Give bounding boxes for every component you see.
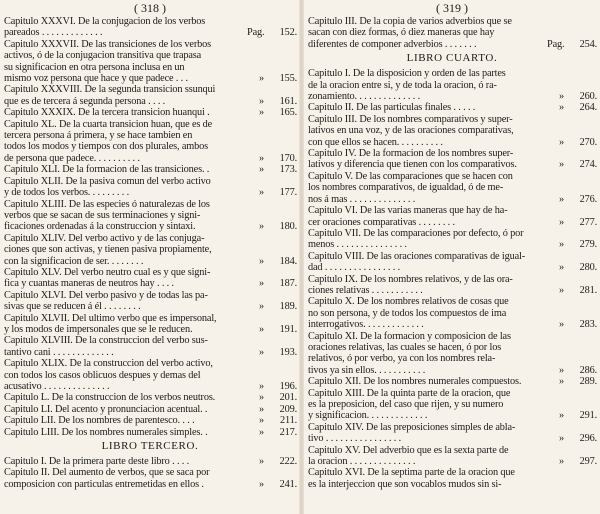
entry-text: Capitulo VI. De las varias maneras que hay de ha- cer oraciones comparativas . . . . . . . . xyxy=(308,205,508,228)
page-ref: 189. xyxy=(279,301,297,313)
page-marker: » xyxy=(259,415,264,427)
entry-text: Capitulo L. De la construccion de los verbos neutros. xyxy=(4,392,216,404)
toc-list xyxy=(0,455,300,490)
page-ref: 152. xyxy=(279,27,297,39)
page-marker: » xyxy=(559,376,564,388)
toc-entry xyxy=(4,16,297,39)
page-ref: 170. xyxy=(279,152,297,164)
entry-text: Capitulo XVI. De la septima parte de la oracion que es la interjeccion que son vocablos mudos sin si- xyxy=(308,467,515,490)
page-marker: Pag. xyxy=(247,27,265,39)
toc-entry xyxy=(4,267,297,290)
page-ref: 280. xyxy=(579,262,597,274)
page-ref: 196. xyxy=(279,381,297,392)
entry-text: Capitulo XLIII. De las especies ó naturalezas de los verbos que se sacan de sus terminaciones y signi- ficaciones ordenadas á la construccion y sintaxi. xyxy=(4,198,210,233)
page-marker: » xyxy=(259,301,264,313)
page-ref: 165. xyxy=(279,107,297,119)
toc-entry xyxy=(4,84,297,107)
toc-list xyxy=(304,67,600,490)
page-marker: » xyxy=(559,193,564,205)
page-marker: » xyxy=(259,392,264,404)
toc-entry xyxy=(308,228,597,251)
toc-entry xyxy=(4,164,297,175)
page-marker: » xyxy=(259,456,264,468)
entry-text: Capitulo XLII. De la pasiva comun del verbo activo y de todos los verbos. . . . . . . . . xyxy=(4,175,211,199)
toc-entry xyxy=(4,392,297,403)
toc-entry xyxy=(4,404,297,415)
page-ref: 254. xyxy=(579,38,597,50)
page-ref: 180. xyxy=(279,221,297,233)
entry-text: Capitulo XLIX. De la construccion del verbo activo, con todos los casos oblicuos despues y demas del acusativo . . . . . . . . . . . . . . xyxy=(4,358,213,392)
page-ref: 279. xyxy=(579,239,597,251)
page-ref: 173. xyxy=(279,164,297,176)
toc-list xyxy=(0,15,300,438)
page-ref: 276. xyxy=(579,193,597,205)
entry-text: Capitulo XLI. De la formacion de las transiciones. . xyxy=(4,164,210,176)
page-marker: » xyxy=(559,364,564,376)
page-ref: 281. xyxy=(579,284,597,296)
toc-entry xyxy=(308,422,597,445)
entry-text: Capitulo II. Del aumento de verbos, que se saca por composicion con particulas entremetidas en ellos . xyxy=(4,467,210,490)
page-ref: 177. xyxy=(279,187,297,199)
entry-text: Capitulo XLVII. Del ultimo verbo que es impersonal, y los modos de impersonales que se le reducen. xyxy=(4,312,217,335)
page-ref: 211. xyxy=(279,415,297,427)
page-ref: 264. xyxy=(579,102,597,114)
entry-text: Capitulo XLVI. Del verbo pasivo y de todas las pa- sivas que se reducen á él . . . . . . . . xyxy=(4,289,208,313)
page-marker: » xyxy=(559,456,564,468)
page-ref: 296. xyxy=(579,433,597,445)
entry-text: Capitulo V. De las comparaciones que se hacen con los nombres comparativos, de igualdad, ó de me- nos á mas . . . . . . . . . . . . . . xyxy=(308,170,513,205)
page-marker: » xyxy=(259,73,264,85)
toc-entry xyxy=(4,39,297,85)
page-marker: » xyxy=(559,319,564,331)
entry-text: Capitulo VII. De las comparaciones por defecto, ó por menos . . . . . . . . . . . . . . . xyxy=(308,227,524,251)
page-ref: 201. xyxy=(279,392,297,404)
entry-text: Capitulo III. De la copia de varios adverbios que se sacan con diez formas, ó diez maneras que hay diferentes de componer adverbios . . . . . . . xyxy=(308,16,512,50)
toc-entry xyxy=(308,16,597,50)
toc-entry xyxy=(308,251,597,274)
page-marker: » xyxy=(559,91,564,103)
toc-entry xyxy=(4,233,297,267)
page-marker: » xyxy=(259,95,264,107)
toc-entry xyxy=(4,358,297,392)
page-ref: 297. xyxy=(579,456,597,468)
page-marker: » xyxy=(559,410,564,422)
page-marker: » xyxy=(259,346,264,358)
entry-text: Capitulo XXXVIII. De la segunda transicion ssunqui que es de tercera á segunda persona . . . . xyxy=(4,84,216,107)
entry-text: Capitulo XI. De la formacion y composicion de las oraciones relativas, las cuales se hacen, ó por los relativos, ó por verbo, ya con los nombres rela- tivos ya sin ellos. . . . . . . . . . . xyxy=(308,330,511,376)
page-ref: 217. xyxy=(279,426,297,438)
page-marker: » xyxy=(259,403,264,415)
toc-entry xyxy=(4,467,297,490)
page-number: ( 318 ) xyxy=(134,1,166,15)
entry-text: Capitulo X. De los nombres relativos de cosas que no son persona, y de todos los compuestos de ima interrogativos. . . . . . . . . . . . . xyxy=(308,296,509,331)
toc-entry xyxy=(4,119,297,165)
toc-entry xyxy=(308,388,597,422)
page-ref: 193. xyxy=(279,346,297,358)
page-marker: Pag. xyxy=(547,38,565,50)
page-marker: » xyxy=(559,159,564,171)
page-marker: » xyxy=(559,284,564,296)
toc-entry xyxy=(308,114,597,148)
entry-text: Capitulo XXXVI. De la conjugacion de los verbos pareados . . . . . . . . . . . . . xyxy=(4,16,206,39)
entry-text: Capitulo I. De la primera parte deste libro . . . . xyxy=(4,456,190,468)
toc-entry xyxy=(308,205,597,228)
page-marker: » xyxy=(259,152,264,164)
entry-text: Capitulo IX. De los nombres relativos, y de las ora- ciones relativas . . . . . . . . . . . xyxy=(308,273,513,296)
entry-text: Capitulo III. De los nombres comparativos y super- lativos en una voz, y de las oraciones comparativas, con que ellos se hacen. . . . . . . . . . xyxy=(308,113,514,148)
entry-text: Capitulo XII. De los nombres numerales compuestos. xyxy=(308,376,522,388)
page-ref: 286. xyxy=(579,364,597,376)
page-ref: 289. xyxy=(579,376,597,388)
page-ref: 277. xyxy=(579,216,597,228)
entry-text: Capitulo IV. De la formacion de los nombres super- lativos y diferencia que tienen con los comparativos. xyxy=(308,148,517,171)
page-marker: » xyxy=(259,478,264,490)
page-marker: » xyxy=(559,262,564,274)
toc-entry xyxy=(308,148,597,171)
page-marker: » xyxy=(559,239,564,251)
entry-text: Capitulo XLIV. Del verbo activo y de las conjuga- ciones que son activas, y tienen pasiva propiamente, con la significacion de ser. . . . . . . . xyxy=(4,232,212,267)
entry-text: Capitulo LIII. De los nombres numerales simples. . xyxy=(4,426,208,438)
toc-entry xyxy=(308,68,597,102)
toc-entry xyxy=(4,199,297,233)
page-ref: 274. xyxy=(579,159,597,171)
page-marker: » xyxy=(259,107,264,119)
page-number: ( 319 ) xyxy=(436,1,468,15)
toc-entry xyxy=(4,456,297,467)
page-ref: 222. xyxy=(279,456,297,468)
page-marker: » xyxy=(259,221,264,233)
toc-entry xyxy=(4,427,297,438)
toc-entry xyxy=(4,313,297,336)
toc-entry xyxy=(4,290,297,313)
page-ref: 209. xyxy=(279,403,297,415)
toc-entry xyxy=(308,274,597,297)
page-ref: 191. xyxy=(279,323,297,335)
right-page xyxy=(304,0,600,514)
entry-text: Capitulo XXXVII. De las transiciones de los verbos activos, ó de la conjugacion transitiva que trapasa su significacion en otra persona inclusa en un mismo voz persona que hace y que padece . . . xyxy=(4,38,211,85)
page-marker: » xyxy=(259,323,264,335)
page-ref: 270. xyxy=(579,136,597,148)
entry-text: Capitulo XL. De la cuarta transicion huan, que es de tercera persona á primera, y se hace tambien en todos los modos y tiempos con dos plurales, ambos de persona que padece. . . . . . . . . . xyxy=(4,118,213,164)
entry-text: Capitulo XV. Del adverbio que es la sexta parte de la oracion . . . . . . . . . . . . . . xyxy=(308,444,509,468)
page-ref: 187. xyxy=(279,278,297,290)
entry-text: Capitulo XIII. De la quinta parte de la oracion, que es la preposicion, del caso que rijen, y su numero y significacion. . . . . . . . . . . . . xyxy=(308,387,511,422)
toc-entry xyxy=(4,415,297,426)
page-marker: » xyxy=(559,433,564,445)
page-ref: 260. xyxy=(579,91,597,103)
entry-text: Capitulo II. De las particulas finales . . . . . xyxy=(308,102,476,114)
page-marker: » xyxy=(259,187,264,199)
section-heading: LIBRO TERCERO. xyxy=(101,440,199,453)
page-marker: » xyxy=(259,255,264,267)
toc-entry xyxy=(308,171,597,205)
toc-entry xyxy=(308,102,597,113)
toc-entry xyxy=(308,467,597,490)
entry-text: Capitulo VIII. De las oraciones comparativas de igual- dad . . . . . . . . . . . . . . . . xyxy=(308,250,526,274)
toc-entry xyxy=(4,176,297,199)
entry-text: Capitulo LII. De los nombres de parentesco. . . . xyxy=(4,415,195,427)
entry-text: Capitulo I. De la disposicion y orden de las partes de la oracion entre si, y de toda la oracion, ó ra- zonamiento. . . . . . . . . . . . . . xyxy=(308,68,506,103)
page-ref: 241. xyxy=(279,478,297,490)
entry-text: Capitulo XLVIII. De la construccion del verbo sus- tantivo cani . . . . . . . . . . . . . xyxy=(4,335,208,358)
toc-entry xyxy=(308,296,597,330)
entry-text: Capitulo LI. Del acento y pronunciacion acentual. . xyxy=(4,403,208,415)
toc-entry xyxy=(308,376,597,387)
entry-text: Capitulo XLV. Del verbo neutro cual es y que signi- fica y cuantas maneras de neutros hay . . . . xyxy=(4,266,211,290)
toc-entry xyxy=(4,107,297,118)
page-marker: » xyxy=(259,426,264,438)
toc-entry xyxy=(308,445,597,468)
toc-entry xyxy=(4,335,297,358)
page-marker: » xyxy=(559,102,564,114)
page-marker: » xyxy=(559,136,564,148)
toc-list xyxy=(304,15,600,50)
entry-text: Capitulo XXXIX. De la tercera transicion huanqui . xyxy=(4,107,210,119)
page-ref: 283. xyxy=(579,319,597,331)
page-ref: 161. xyxy=(279,95,297,107)
page-ref: 184. xyxy=(279,255,297,267)
page-ref: 291. xyxy=(579,410,597,422)
page-marker: » xyxy=(259,278,264,290)
toc-entry xyxy=(308,331,597,377)
section-heading: LIBRO CUARTO. xyxy=(406,52,498,65)
page-ref: 155. xyxy=(279,73,297,85)
page-marker: » xyxy=(259,164,264,176)
page-marker: » xyxy=(259,381,264,392)
page-marker: » xyxy=(559,216,564,228)
entry-text: Capitulo XIV. De las preposiciones simples de abla- tivo . . . . . . . . . . . . . . . . xyxy=(308,421,516,445)
